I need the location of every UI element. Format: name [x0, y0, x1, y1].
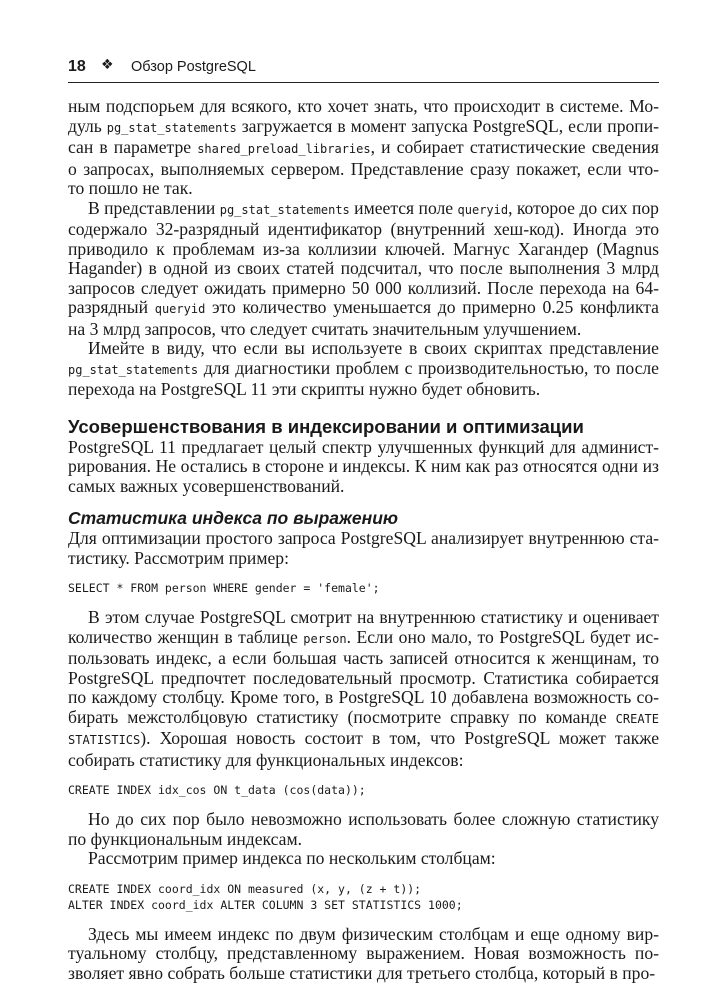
page-body: [68, 97, 659, 983]
code-block-2: CREATE INDEX idx_cos ON t_data (cos(data));: [68, 783, 366, 797]
paragraph-4: PostgreSQL 11 предлагает целый спектр улучшенных функций для администрирования. Не остались в стороне и индексы. К ним как раз относятся одни из самых важных усовершенствований.: [68, 436, 659, 496]
code-block-3: CREATE INDEX coord_idx ON measured (x, y, (z + t)); ALTER INDEX coord_idx ALTER COLUMN 3 SET STATISTICS 1000;: [68, 881, 463, 912]
inline-code: pg_stat_statements: [68, 362, 199, 377]
paragraph-8: Рассмотрим пример индекса по нескольким столбцам:: [88, 848, 496, 868]
inline-code: queryid: [154, 302, 206, 316]
paragraph-2: В представлении pg_stat_statements имеется поле queryid, которое до сих пор содержало 32-разрядный идентификатор (внутренний хеш-код). Иногда это приводило к проблемам из-за коллизии ключей. Магнус Хагандер (Magnus Hagander) в одной из своих статей подсчитал, что после выполнения 3 млрд запросов следует ожидать примерно 50 000 коллизий. После перехода на 64-разрядный queryid это количество уменьшается до примерно 0.25 конфликта на 3 млрд запросов, что следует считать значительным улучшением.: [68, 197, 659, 339]
paragraph-7: Но до сих пор было невозможно использовать более сложную статистику по функциональным индексам.: [68, 809, 659, 849]
section-heading: Усовершенствования в индексировании и оптимизации: [68, 415, 584, 437]
code-block-1: SELECT * FROM person WHERE gender = 'female';: [68, 581, 380, 595]
paragraph-3: Имейте в виду, что если вы используете в своих скриптах представление pg_stat_statements для диагностики проблем с производительностью, то после перехода на PostgreSQL 11 эти скрипты нужно будет обновить.: [68, 338, 659, 399]
diamond-ornament-icon: ❖: [101, 57, 114, 73]
paragraph-1: ным подспорьем для всякого, кто хочет знать, что происходит в системе. Модуль pg_stat_statements загружается в момент запуска PostgreSQL, если прописан в параметре shared_preload_libraries, и собирает статистические сведения о запросах, выполняемых сервером. Представление сразу покажет, если что-то пошло не так.: [68, 96, 659, 198]
inline-code: person: [303, 631, 347, 646]
subsection-heading: Статистика индекса по выражению: [68, 508, 399, 528]
inline-code: queryid: [457, 202, 509, 217]
paragraph-6: В этом случае PostgreSQL смотрит на внутреннюю статистику и оценивает количество женщин в таблице person. Если оно мало, то PostgreSQL будет использовать индекс, а если большая часть записей относится к женщинам, то PostgreSQL предпочтет последовательный просмотр. Статистика собирается по каждому столбцу. Кроме того, в PostgreSQL 10 добавлена возможность собирать межстолбцовую статистику (посмотрите справку по команде CREATE STATISTICS). Хорошая новость состоит в том, что PostgreSQL может также собирать статистику для функциональных индексов:: [68, 607, 659, 770]
inline-code: pg_stat_statements: [106, 120, 237, 135]
running-title: Обзор PostgreSQL: [131, 59, 256, 75]
page-number: 18: [68, 58, 86, 75]
paragraph-9: Здесь мы имеем индекс по двум физическим столбцам и еще одному виртуальному столбцу, представленному выражением. Новая возможность позволяет явно собрать больше статистики для третьего столбца, который в про-: [68, 923, 659, 983]
running-header: [68, 56, 659, 83]
inline-code: shared_preload_libraries: [197, 142, 371, 156]
inline-code: pg_stat_statements: [219, 202, 350, 217]
paragraph-5: Для оптимизации простого запроса PostgreSQL анализирует внутреннюю статистику. Рассмотрим пример:: [68, 528, 659, 568]
inline-code: CREATE STATISTICS: [68, 711, 659, 747]
